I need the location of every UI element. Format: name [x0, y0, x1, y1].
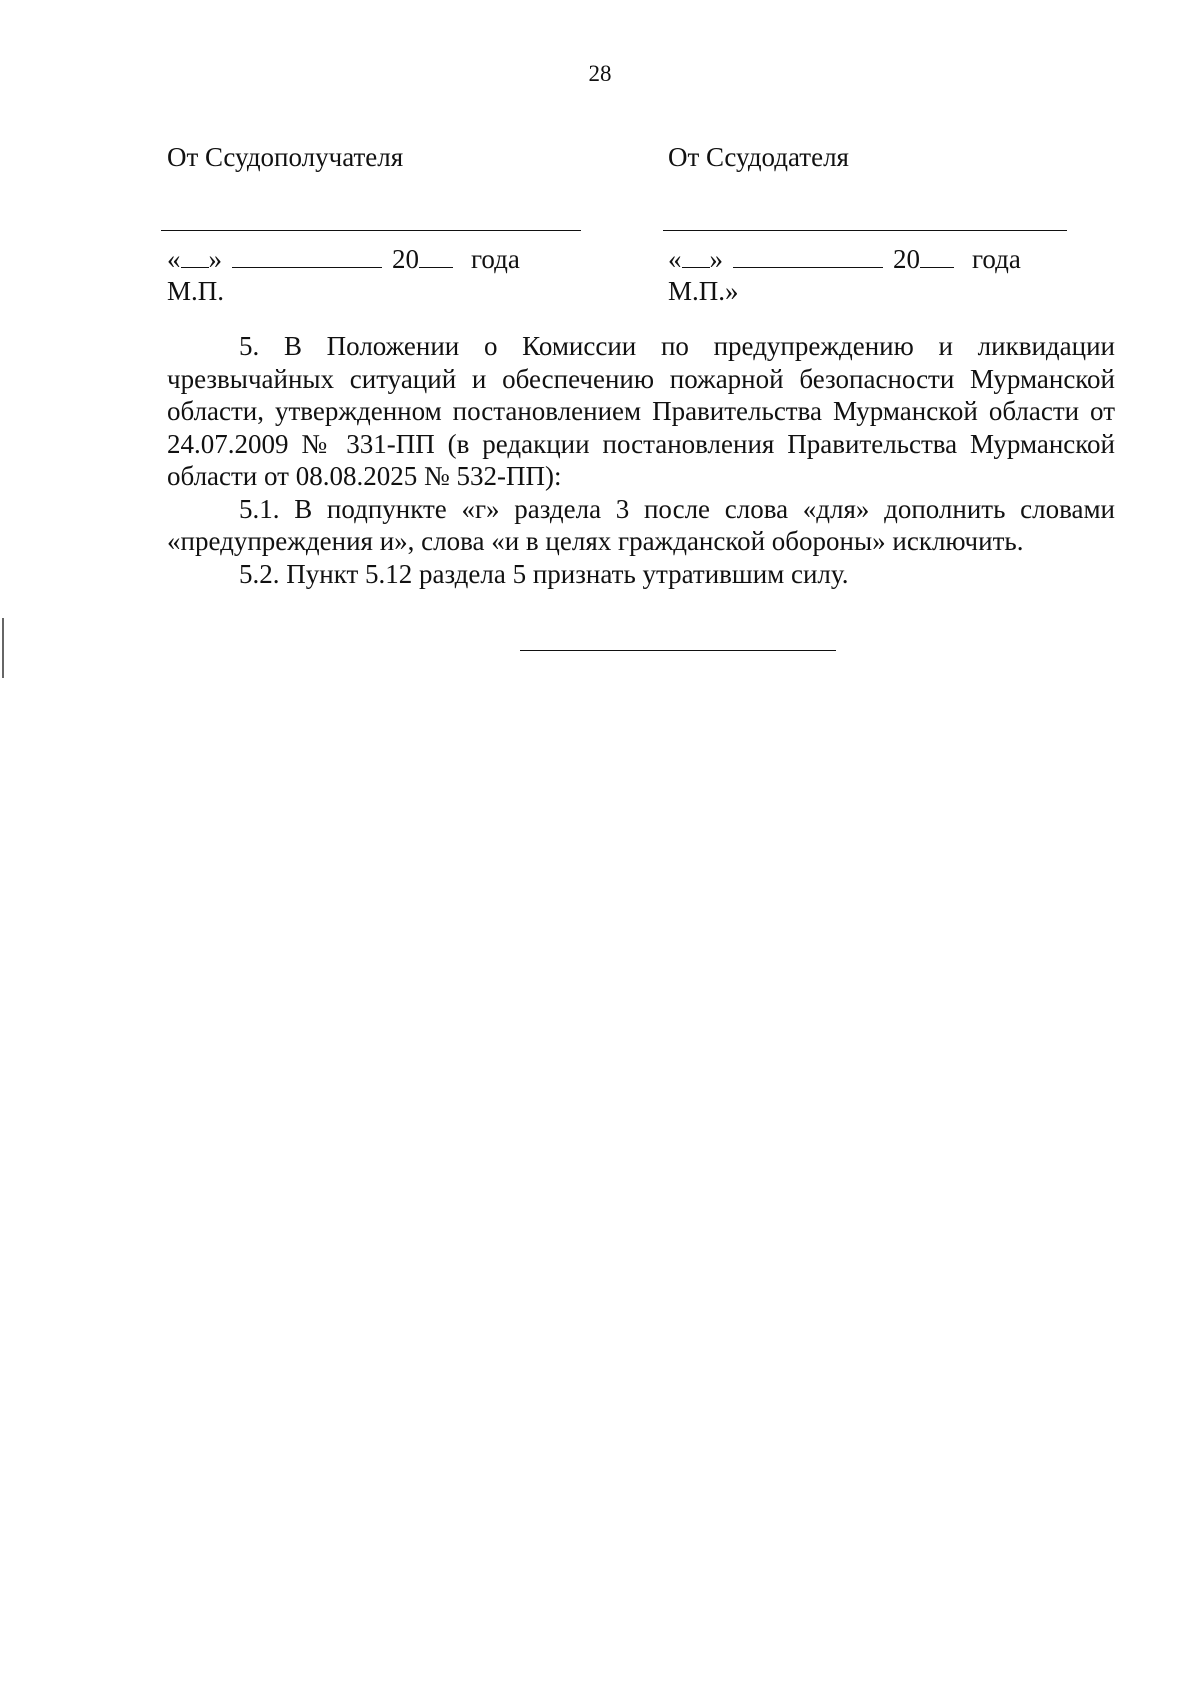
paragraph-5: 5. В Положении о Комиссии по предупреждению и ликвидации чрезвычайных ситуаций и обеспечению пожарной безопасности Мурманской области, утвержденном постановлением Правительства Мурманской области от 24.07.2009 № 331-ПП (в редакции постановления Правительства Мурманской области от 08.08.2025 № 532-ПП): [167, 331, 1115, 491]
date-row [167, 243, 587, 275]
open-quote: « [668, 244, 682, 274]
stamp-placeholder: М.П. [167, 276, 225, 306]
century: 20 [893, 244, 920, 274]
close-quote: » [709, 244, 723, 274]
year-word: года [471, 244, 520, 274]
year-blank [419, 243, 453, 268]
document-body [167, 330, 1115, 590]
end-of-document-rule [520, 650, 836, 651]
close-quote: » [208, 244, 222, 274]
month-blank [232, 243, 382, 268]
signature-title: От Ссудополучателя [167, 142, 404, 172]
signature-line [161, 230, 581, 231]
century: 20 [392, 244, 419, 274]
page-number: 28 [588, 61, 612, 86]
day-blank [682, 243, 710, 268]
signature-block-borrower [167, 140, 587, 307]
open-quote: « [167, 244, 181, 274]
year-blank [920, 243, 954, 268]
signature-block-lender [668, 140, 1088, 307]
day-blank [181, 243, 209, 268]
year-word: года [972, 244, 1021, 274]
stamp-placeholder: М.П.» [668, 276, 739, 306]
signature-line [663, 230, 1067, 231]
month-blank [733, 243, 883, 268]
date-row [668, 243, 1088, 275]
scan-edge-mark [2, 618, 4, 678]
paragraph-5-2: 5.2. Пункт 5.12 раздела 5 признать утратившим силу. [239, 558, 849, 589]
signature-title: От Ссудодателя [668, 142, 849, 172]
paragraph-5-1: 5.1. В подпункте «г» раздела 3 после слова «для» дополнить словами «предупреждения и», слова «и в целях гражданской обороны» исключить. [167, 493, 1115, 556]
